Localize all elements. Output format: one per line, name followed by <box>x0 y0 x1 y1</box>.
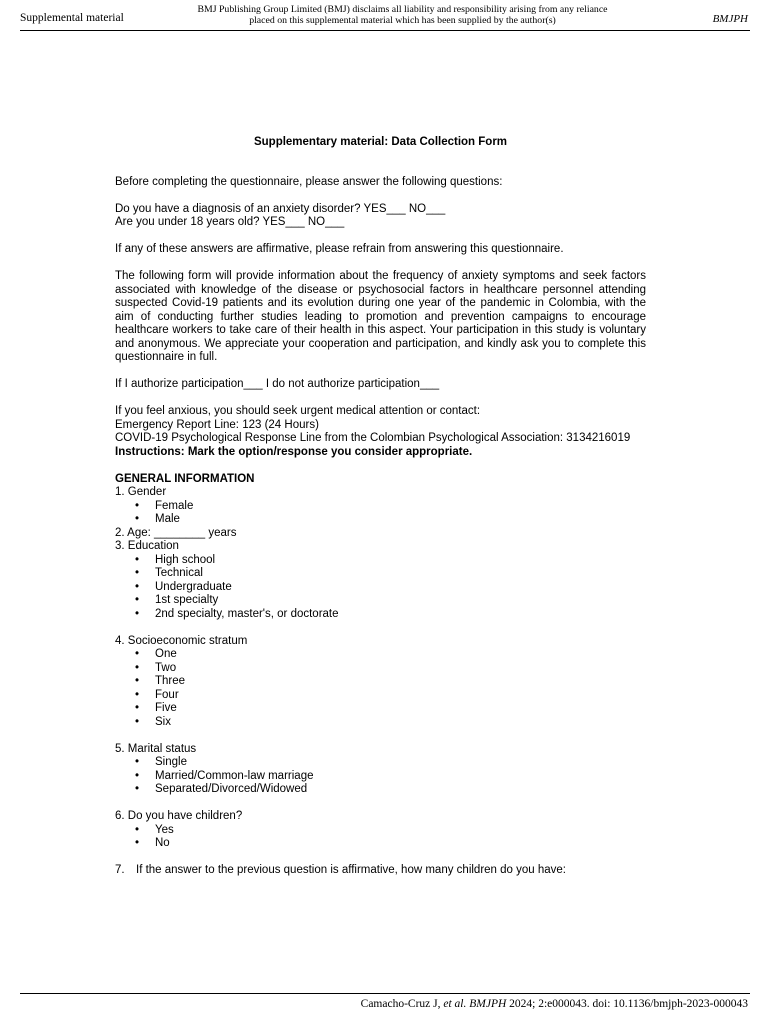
option-item: • Separated/Divorced/Widowed <box>115 783 646 797</box>
option-item: • Five <box>115 702 646 716</box>
question-number: 7. <box>115 864 125 876</box>
option-item: • Yes <box>115 824 646 838</box>
option-item: • Male <box>115 513 646 527</box>
footer-authors: Camacho-Cruz J, <box>360 998 444 1010</box>
footer-doi: 2024; 2:e000043. doi: 10.1136/bmjph-2023-000043 <box>506 998 748 1010</box>
gender-options <box>115 500 646 527</box>
disclaimer-line-2: placed on this supplemental material which has been supplied by the author(s) <box>249 15 556 26</box>
header-journal: BMJPH <box>712 13 748 25</box>
option-item: • High school <box>115 554 646 568</box>
option-item: • Two <box>115 662 646 676</box>
option-item: • Six <box>115 716 646 730</box>
footer-divider <box>20 993 750 994</box>
instructions: Instructions: Mark the option/response you consider appropriate. <box>115 445 473 458</box>
option-item: • Technical <box>115 567 646 581</box>
header-supplemental-label: Supplemental material <box>20 12 124 24</box>
question-stratum: 4. Socioeconomic stratum <box>115 634 248 647</box>
disclaimer-line-1: BMJ Publishing Group Limited (BMJ) disclaims all liability and responsibility arising from any reliance <box>197 4 608 15</box>
question-children: 6. Do you have children? <box>115 810 243 822</box>
consent-line: If I authorize participation___ I do not authorize participation___ <box>115 378 440 390</box>
education-options <box>115 554 646 622</box>
option-item: • Three <box>115 675 646 689</box>
option-item: • Single <box>115 756 646 770</box>
marital-options <box>115 756 646 797</box>
option-item: • 2nd specialty, master's, or doctorate <box>115 608 646 622</box>
screening-question-anxiety: Do you have a diagnosis of an anxiety disorder? YES___ NO___ <box>115 202 446 215</box>
header-disclaimer <box>180 4 625 26</box>
question-children-count <box>115 864 646 878</box>
question-gender: 1. Gender <box>115 486 167 498</box>
screening-question-age: Are you under 18 years old? YES___ NO___ <box>115 216 345 228</box>
question-education: 3. Education <box>115 540 179 552</box>
page-title: Supplementary material: Data Collection Form <box>253 136 508 148</box>
contact-intro: If you feel anxious, you should seek urgent medical attention or contact: <box>115 405 481 417</box>
option-item: • No <box>115 837 646 851</box>
header-divider <box>20 30 750 31</box>
option-item: • Undergraduate <box>115 581 646 595</box>
option-item: • One <box>115 648 646 662</box>
emergency-line: Emergency Report Line: 123 (24 Hours) <box>115 418 319 431</box>
footer-citation <box>361 998 748 1010</box>
question-age: 2. Age: ________ years <box>115 526 237 539</box>
form-content <box>115 136 646 878</box>
option-item: • Four <box>115 689 646 703</box>
question-text: If the answer to the previous question is affirmative, how many children do you have: <box>136 864 566 876</box>
option-item: • 1st specialty <box>115 594 646 608</box>
form-description: The following form will provide information about the frequency of anxiety symptoms and seek factors associated with knowledge of the disease or psychosocial factors in healthcare personnel attending suspected Covid-19 patients and its evolution during one year of the pandemic in Colombia, with the aim of conducting further studies leading to promotion and prevention campaigns to encourage healthcare workers to take care of their health in this aspect. Your participation in this study is voluntary and anonymous. We appreciate your cooperation and participation, and kindly ask you to complete this questionnaire in full. <box>115 270 646 363</box>
option-item: • Married/Common-law marriage <box>115 770 646 784</box>
screening-note: If any of these answers are affirmative, please refrain from answering this questionnaire. <box>115 243 564 255</box>
intro-text: Before completing the questionnaire, please answer the following questions: <box>115 175 503 188</box>
general-info-heading: GENERAL INFORMATION <box>115 472 255 485</box>
children-options <box>115 824 646 851</box>
stratum-options <box>115 648 646 729</box>
footer-etal-journal: et al. BMJPH <box>443 998 507 1010</box>
psych-line: COVID-19 Psychological Response Line from the Colombian Psychological Association: 3134216019 <box>115 432 631 444</box>
question-marital: 5. Marital status <box>115 742 197 755</box>
option-item: • Female <box>115 500 646 514</box>
